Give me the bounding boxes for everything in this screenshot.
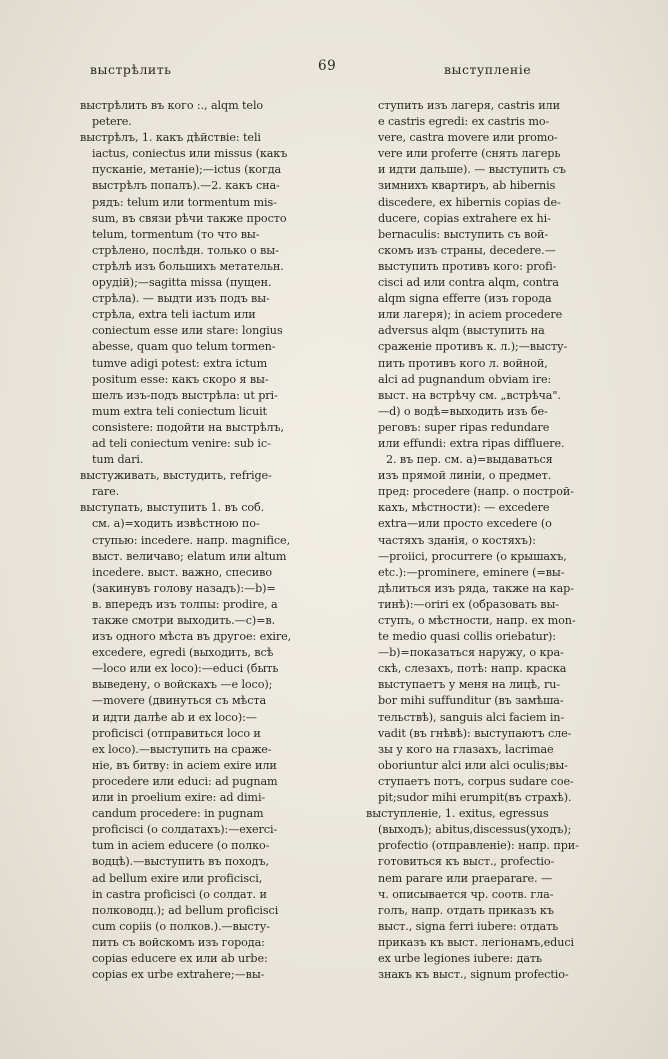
- text-line: ex urbe legiones iubere: дать: [378, 951, 542, 965]
- text-line: ніе, въ битву: in aciem exire или: [92, 758, 277, 772]
- text-line: также смотри выходить.—c)=в.: [92, 614, 276, 627]
- text-line: —loco или ex loco):—educi (быть: [92, 662, 279, 676]
- text-line: tum dari.: [92, 453, 144, 467]
- text-line: proficisci (отправиться loco и: [92, 726, 261, 740]
- text-line: изъ одного мѣста въ другое: exire,: [92, 630, 292, 644]
- text-line: adversus alqm (выступить на: [378, 324, 545, 338]
- text-line: alci ad pugnandum obviam ire:: [378, 372, 552, 386]
- text-line: 2. въ пер. см. а)=выдаваться: [386, 453, 553, 467]
- text-line: пить съ войскомъ изъ города:: [92, 935, 265, 949]
- text-line: excedere, egredi (выходить, всѣ: [92, 646, 274, 660]
- text-line: готовиться къ выст., profectio-: [378, 855, 555, 869]
- text-line: ex loco).—выступить на сраже-: [92, 742, 272, 756]
- text-line: пить противъ кого л. войной,: [378, 356, 548, 370]
- left-running-head: выстрѣлить: [90, 62, 172, 77]
- text-line: proficisci (о солдатахъ):—exerci-: [92, 823, 278, 837]
- text-line: орудій);—sagitta missa (пущен.: [92, 276, 272, 290]
- text-line: (закинувъ голову назадъ):—b)=: [92, 581, 276, 595]
- text-line: выступать, выступить 1. въ соб.: [80, 501, 265, 515]
- text-line: голъ, напр. отдать приказъ къ: [378, 903, 554, 917]
- text-line: ч. описывается чр. соотв. гла-: [378, 887, 554, 901]
- text-line: или in proelium exire: ad dimi-: [92, 791, 266, 805]
- text-line: ad teli coniectum venire: sub ic-: [92, 436, 271, 450]
- text-line: copias educere ex или ab urbe:: [92, 951, 268, 965]
- text-line: alqm signa efferre (изъ города: [378, 292, 552, 306]
- text-line: etc.):—prominere, eminere (=вы-: [378, 565, 565, 579]
- text-line: и идти далѣе ab и ex loco):—: [92, 710, 257, 724]
- text-line: стрѣла, extra teli iactum или: [92, 308, 256, 322]
- text-line: дѣлиться изъ ряда, также на кар-: [378, 581, 574, 595]
- text-line: выступить противъ кого: profi-: [378, 259, 557, 273]
- text-line: oboriuntur alci или alci oculis;вы-: [378, 758, 568, 772]
- text-line: coniectum esse или stare: longius: [92, 324, 283, 338]
- text-line: iactus, coniectus или missus (какъ: [92, 147, 288, 161]
- text-line: ступью: incedere. напр. magnifice,: [92, 533, 291, 547]
- text-line: e castris egredi: ex castris mo-: [378, 115, 550, 129]
- text-line: выст. на встрѣчу см. „встрѣча".: [378, 388, 561, 402]
- text-line: пред: procedere (напр. о построй-: [378, 485, 574, 499]
- text-line: —proiici, procurrere (о крышахъ,: [378, 549, 567, 563]
- text-line: tumve adigi potest: extra ictum: [92, 356, 268, 370]
- text-line: —d) о водѣ=выходить изъ бе-: [378, 404, 548, 418]
- page-number: 69: [318, 58, 337, 74]
- text-line: bernaculis: выступить съ вой-: [378, 227, 548, 241]
- text-line: profectio (отправленіе): напр. при-: [378, 839, 579, 853]
- text-line: tum in aciem educere (о полко-: [92, 839, 270, 853]
- text-line: приказъ къ выст. легіонамъ,educi: [378, 935, 574, 949]
- text-line: стрѣлѣ изъ большихъ метательн.: [92, 259, 284, 273]
- left-column: [80, 98, 346, 983]
- text-line: стрѣла). — выдти изъ подъ вы-: [92, 292, 270, 306]
- text-line: зимнихъ квартиръ, ab hibernis: [378, 179, 556, 193]
- text-line: частяхъ зданія, о костяхъ):: [378, 533, 536, 547]
- text-line: procedere или educi: ad pugnam: [92, 774, 278, 788]
- text-line: in castra proficisci (о солдат. и: [92, 887, 267, 901]
- text-line: nem parare или praeparare. —: [378, 871, 553, 885]
- text-line: пусканіе, метаніе);—ictus (когда: [92, 163, 282, 177]
- text-line: тинѣ):—oriri ex (образовать вы-: [378, 597, 559, 611]
- text-line: см. а)=ходить извѣстною по-: [92, 517, 260, 531]
- text-line: изъ прямой линіи, о предмет.: [378, 469, 552, 483]
- right-column: [366, 98, 613, 983]
- text-line: consistere: подойти на выстрѣлъ,: [92, 420, 284, 434]
- text-line: ducere, copias extrahere ex hi-: [378, 211, 551, 225]
- text-line: выстрѣлъ попалъ).—2. какъ сна-: [92, 179, 280, 193]
- text-line: (выходъ); abitus,discessus(уходъ);: [378, 823, 572, 837]
- text-line: ad bellum exire или proficisci,: [92, 871, 263, 885]
- text-line: te medio quasi collis oriebatur):: [378, 630, 556, 644]
- text-line: candum procedere: in pugnam: [92, 807, 264, 821]
- text-line: водцѣ).—выступить въ походъ,: [92, 855, 269, 869]
- text-line: rare.: [92, 485, 120, 499]
- text-line: в. впередъ изъ толпы: prodire, а: [92, 597, 278, 611]
- text-line: vadit (въ гнѣвѣ): выступаютъ сле-: [378, 726, 572, 740]
- text-line: ступаетъ потъ, corpus sudare coe-: [378, 774, 574, 788]
- text-line: стрѣлено, послѣдн. только о вы-: [92, 243, 279, 257]
- text-line: рядъ: telum или tormentum mis-: [92, 195, 277, 209]
- text-line: positum esse: какъ скоро я вы-: [92, 372, 269, 386]
- text-line: —movere (двинуться съ мѣста: [92, 694, 267, 708]
- text-line: petere.: [92, 115, 132, 129]
- text-line: ступить изъ лагеря, castris или: [378, 99, 560, 112]
- text-line: ступъ, о мѣстности, напр. ex mon-: [378, 614, 576, 627]
- text-line: скомъ изъ страны, decedere.—: [378, 243, 556, 257]
- text-line: или лагеря); in aciem procedere: [378, 308, 563, 322]
- text-line: copias ex urbe extrahere;—вы-: [92, 968, 265, 982]
- text-line: pit;sudor mihi erumpit(въ страхѣ).: [378, 791, 572, 805]
- text-line: cisci ad или contra alqm, contra: [378, 276, 559, 290]
- text-line: сраженіе противъ к. л.);—высту-: [378, 340, 568, 354]
- text-line: bor mihi suffunditur (въ замѣша-: [378, 694, 564, 708]
- text-line: выступаетъ у меня на лицѣ, ru-: [378, 678, 561, 692]
- text-line: зы у кого на глазахъ, lacrimae: [378, 742, 554, 756]
- text-line: выведену, о войскахъ —e loco);: [92, 678, 273, 692]
- text-line: sum, въ связи рѣчи также просто: [92, 211, 287, 225]
- text-line: extra—или просто excedere (о: [378, 517, 552, 531]
- text-line: выстрѣлъ, 1. какъ дѣйствіе: teli: [80, 131, 261, 145]
- text-line: abesse, quam quo telum tormen-: [92, 340, 276, 354]
- text-line: telum, tormentum (то что вы-: [92, 227, 260, 241]
- text-line: выстрѣлить въ кого :., alqm telo: [80, 99, 264, 112]
- text-line: шелъ изъ-подъ выстрѣла: ut pri-: [92, 388, 278, 402]
- text-line: тельствѣ), sanguis alci faciem in-: [378, 710, 565, 724]
- text-line: —b)=показаться наружу, о кра-: [378, 646, 564, 660]
- text-line: выступленіе, 1. exitus, egressus: [366, 807, 549, 821]
- text-line: mum extra teli coniectum licuit: [92, 404, 267, 418]
- text-line: реговъ: super ripas redundare: [378, 420, 550, 434]
- text-line: cum copiis (о полков.).—высту-: [92, 919, 270, 933]
- text-line: кахъ, мѣстности): — excedere: [378, 501, 550, 515]
- text-line: incedere. выст. важно, спесиво: [92, 565, 272, 579]
- page-header: [0, 58, 668, 80]
- text-line: знакъ къ выст., signum profectio-: [378, 968, 569, 982]
- text-line: скѣ, слезахъ, потѣ: напр. краска: [378, 662, 567, 676]
- text-line: vere, castra movere или promo-: [378, 131, 558, 145]
- text-line: выстуживать, выстудить, refrige-: [80, 469, 272, 483]
- text-line: выст., signa ferri iubere: отдать: [378, 919, 559, 933]
- text-line: полководц.); ad bellum proficisci: [92, 903, 279, 917]
- text-line: или effundi: extra ripas diffluere.: [378, 436, 565, 450]
- text-line: и идти дальше). — выступить съ: [378, 163, 566, 177]
- text-line: discedere, ex hibernis copias de-: [378, 195, 561, 209]
- text-line: vere или proferre (снять лагерь: [378, 147, 561, 161]
- text-line: выст. величаво; elatum или altum: [92, 549, 287, 563]
- right-running-head: выступленіе: [444, 62, 532, 77]
